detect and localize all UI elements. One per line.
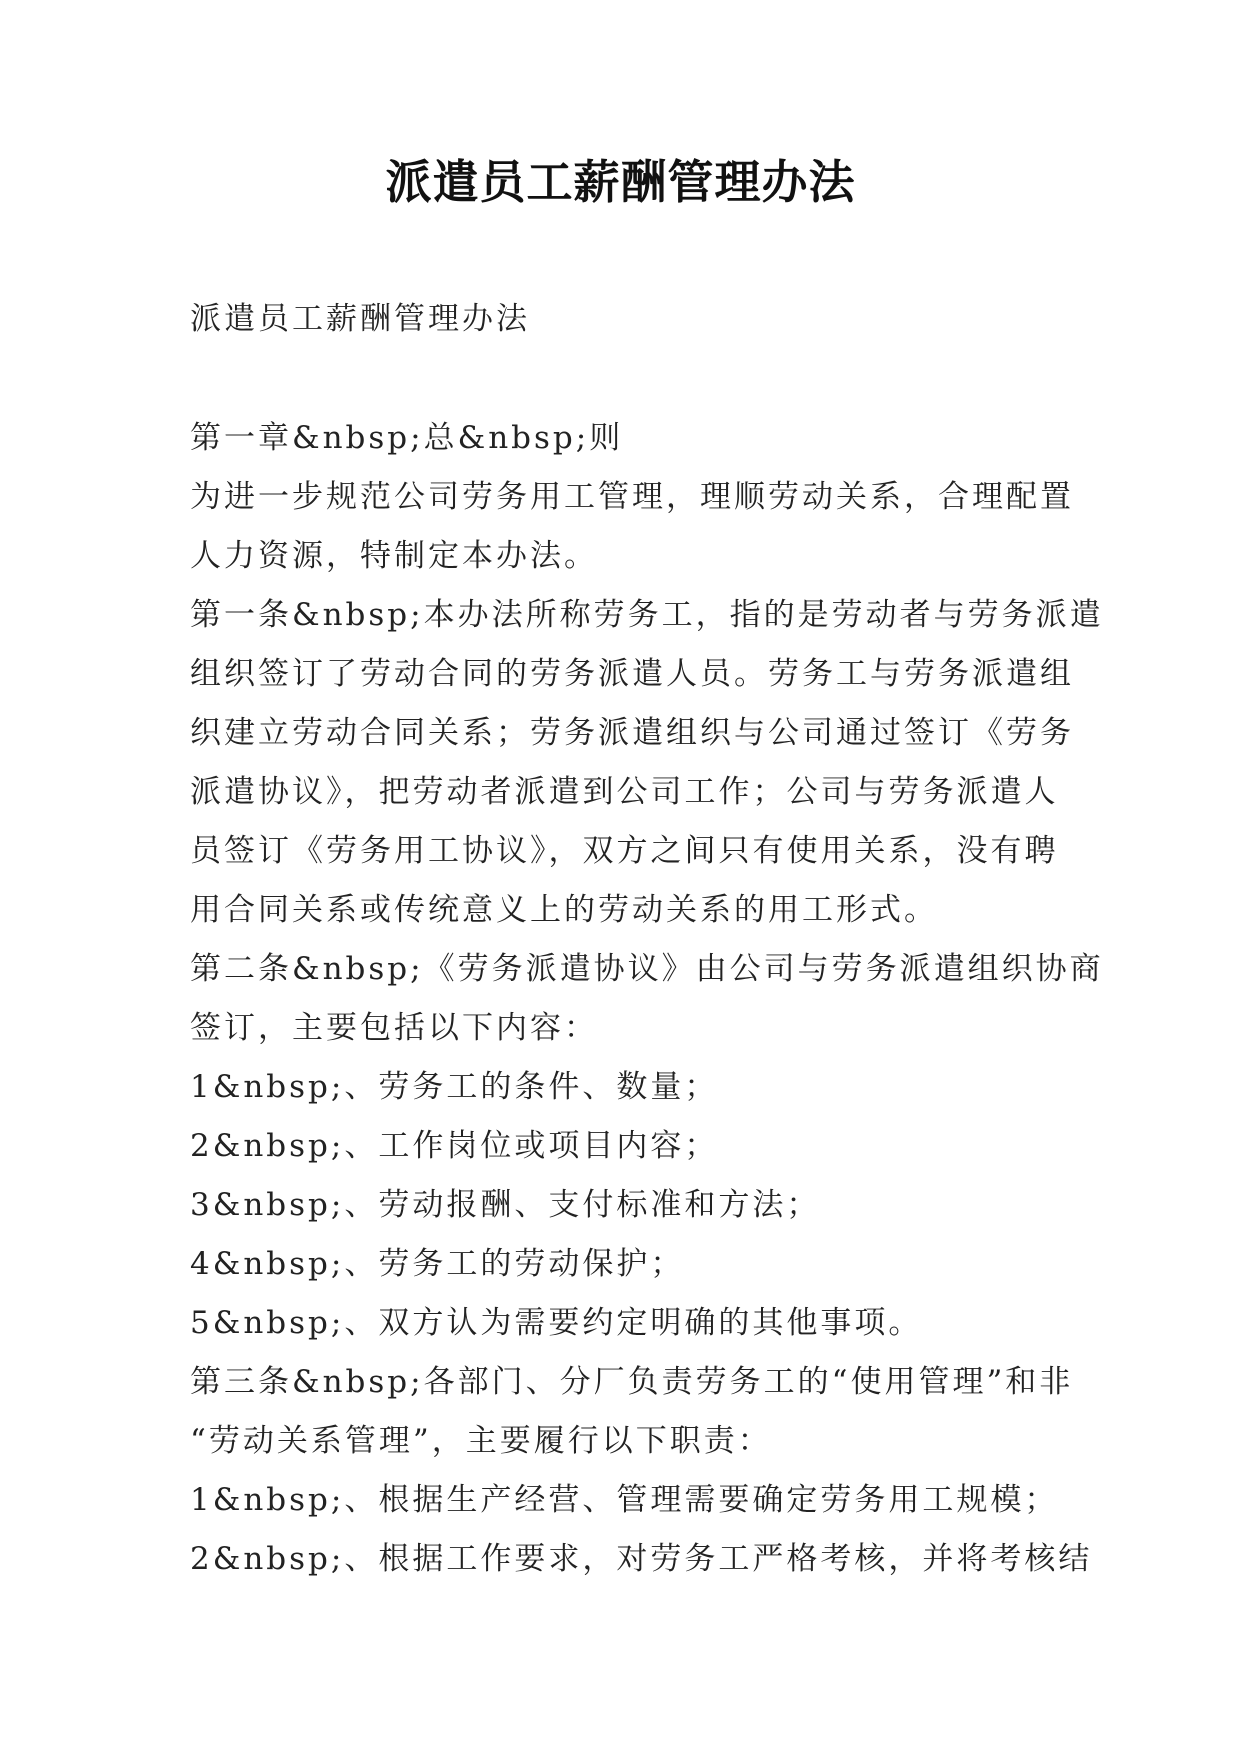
article-line: 第三条&nbsp;各部门、分厂负责劳务工的“使用管理”和非 [190,1364,1074,1400]
document-subtitle: 派遣员工薪酬管理办法 [190,301,530,337]
list-item: 5&nbsp;、双方认为需要约定明确的其他事项。 [190,1305,923,1341]
paragraph-line: 员签订《劳务用工协议》，双方之间只有使用关系，没有聘 [190,833,1059,869]
paragraph-line: 人力资源，特制定本办法。 [190,538,598,574]
paragraph-line: 为进一步规范公司劳务用工管理，理顺劳动关系，合理配置 [190,479,1074,515]
list-item: 4&nbsp;、劳务工的劳动保护； [190,1246,685,1282]
paragraph-line: 组织签订了劳动合同的劳务派遣人员。劳务工与劳务派遣组 [190,656,1074,692]
list-item: 2&nbsp;、根据工作要求，对劳务工严格考核，并将考核结 [190,1541,1093,1577]
document-title: 派遣员工薪酬管理办法 [385,155,856,209]
list-item: 1&nbsp;、劳务工的条件、数量； [190,1069,719,1105]
document-body [190,290,1104,1589]
list-item: 2&nbsp;、工作岗位或项目内容； [190,1128,719,1164]
list-item: 3&nbsp;、劳动报酬、支付标准和方法； [190,1187,821,1223]
list-item: 1&nbsp;、根据生产经营、管理需要确定劳务用工规模； [190,1482,1059,1518]
article-line: 第二条&nbsp;《劳务派遣协议》由公司与劳务派遣组织协商 [190,951,1104,987]
paragraph-line: 织建立劳动合同关系；劳务派遣组织与公司通过签订《劳务 [190,715,1074,751]
paragraph-line: 用合同关系或传统意义上的劳动关系的用工形式。 [190,892,938,928]
paragraph-line: “劳动关系管理”，主要履行以下职责： [190,1423,772,1459]
article-line: 第一条&nbsp;本办法所称劳务工，指的是劳动者与劳务派遣 [190,597,1104,633]
paragraph-line: 签订，主要包括以下内容： [190,1010,598,1046]
paragraph-line: 派遣协议》，把劳动者派遣到公司工作；公司与劳务派遣人 [190,774,1059,810]
chapter-heading: 第一章&nbsp;总&nbsp;则 [190,420,624,456]
